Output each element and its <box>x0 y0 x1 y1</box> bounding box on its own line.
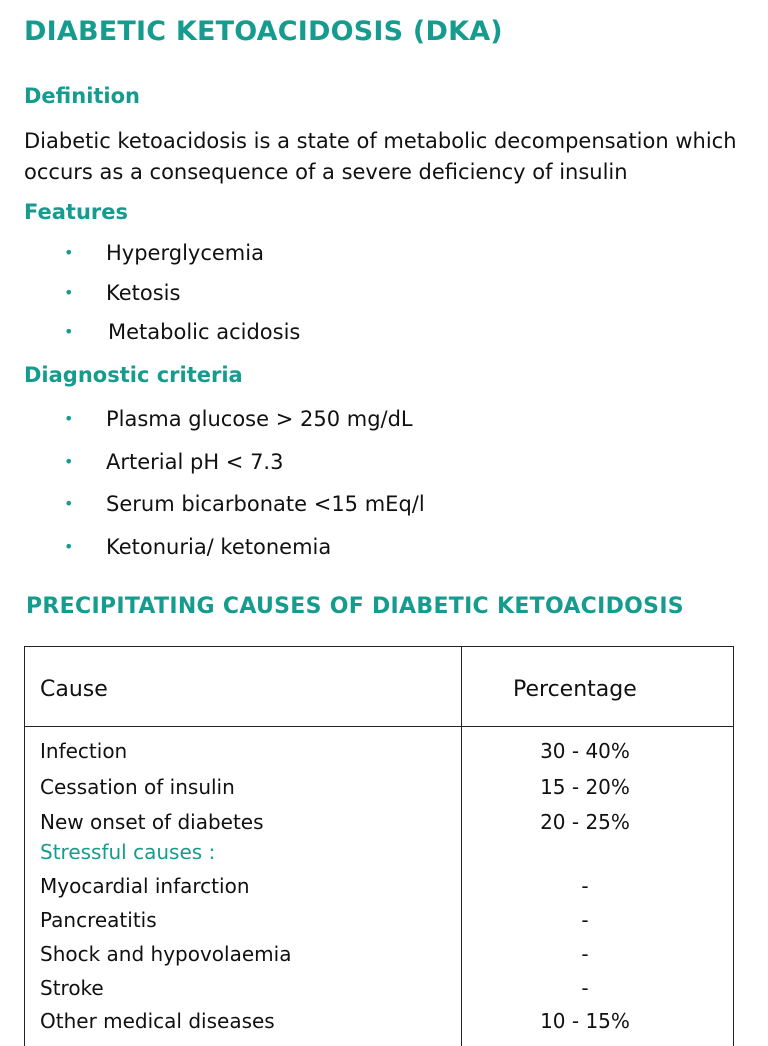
bullet-icon: • <box>64 243 74 262</box>
cause-cell: New onset of diabetes <box>40 810 264 834</box>
list-item-text: Metabolic acidosis <box>108 320 301 344</box>
list-item-text: Serum bicarbonate <15 mEq/l <box>106 492 425 516</box>
cause-cell: Cessation of insulin <box>40 775 235 799</box>
features-heading: Features <box>24 200 128 224</box>
column-header-cause: Cause <box>40 677 108 702</box>
bullet-icon: • <box>64 409 74 428</box>
percentage-cell: 30 - 40% <box>540 739 630 763</box>
cause-cell: Pancreatitis <box>40 908 157 932</box>
bullet-icon: • <box>64 537 74 556</box>
diagnostic-heading: Diagnostic criteria <box>24 363 243 387</box>
page-title: DIABETIC KETOACIDOSIS (DKA) <box>24 16 503 47</box>
bullet-icon: • <box>64 322 74 341</box>
list-item-text: Ketosis <box>106 281 181 305</box>
cause-cell: Shock and hypovolaemia <box>40 942 292 966</box>
percentage-cell: - <box>581 942 589 966</box>
list-item-text: Ketonuria/ ketonemia <box>106 535 332 559</box>
percentage-cell: - <box>581 976 589 1000</box>
definition-line: Diabetic ketoacidosis is a state of metabolic decompensation which <box>24 129 737 153</box>
list-item-text: Hyperglycemia <box>106 241 264 265</box>
cause-cell: Myocardial infarction <box>40 874 250 898</box>
cause-subheading: Stressful causes : <box>40 840 216 864</box>
percentage-cell: 10 - 15% <box>540 1009 630 1033</box>
definition-line: occurs as a consequence of a severe deficiency of insulin <box>24 160 628 184</box>
cause-cell: Stroke <box>40 976 104 1000</box>
cause-cell: Infection <box>40 739 128 763</box>
bullet-icon: • <box>64 283 74 302</box>
cause-cell: Other medical diseases <box>40 1009 275 1033</box>
definition-heading: Definition <box>24 84 141 108</box>
causes-heading: PRECIPITATING CAUSES OF DIABETIC KETOACIDOSIS <box>26 594 684 619</box>
bullet-icon: • <box>64 452 74 471</box>
definition-paragraph <box>24 126 754 188</box>
list-item-text: Arterial pH < 7.3 <box>106 450 284 474</box>
list-item-text: Plasma glucose > 250 mg/dL <box>106 407 413 431</box>
column-header-percentage: Percentage <box>513 677 637 702</box>
percentage-cell: - <box>581 908 589 932</box>
percentage-cell: 20 - 25% <box>540 810 630 834</box>
causes-table <box>24 646 734 1046</box>
percentage-cell: - <box>581 874 589 898</box>
column-divider <box>461 647 462 1046</box>
header-divider <box>25 726 733 727</box>
bullet-icon: • <box>64 494 74 513</box>
percentage-cell: 15 - 20% <box>540 775 630 799</box>
